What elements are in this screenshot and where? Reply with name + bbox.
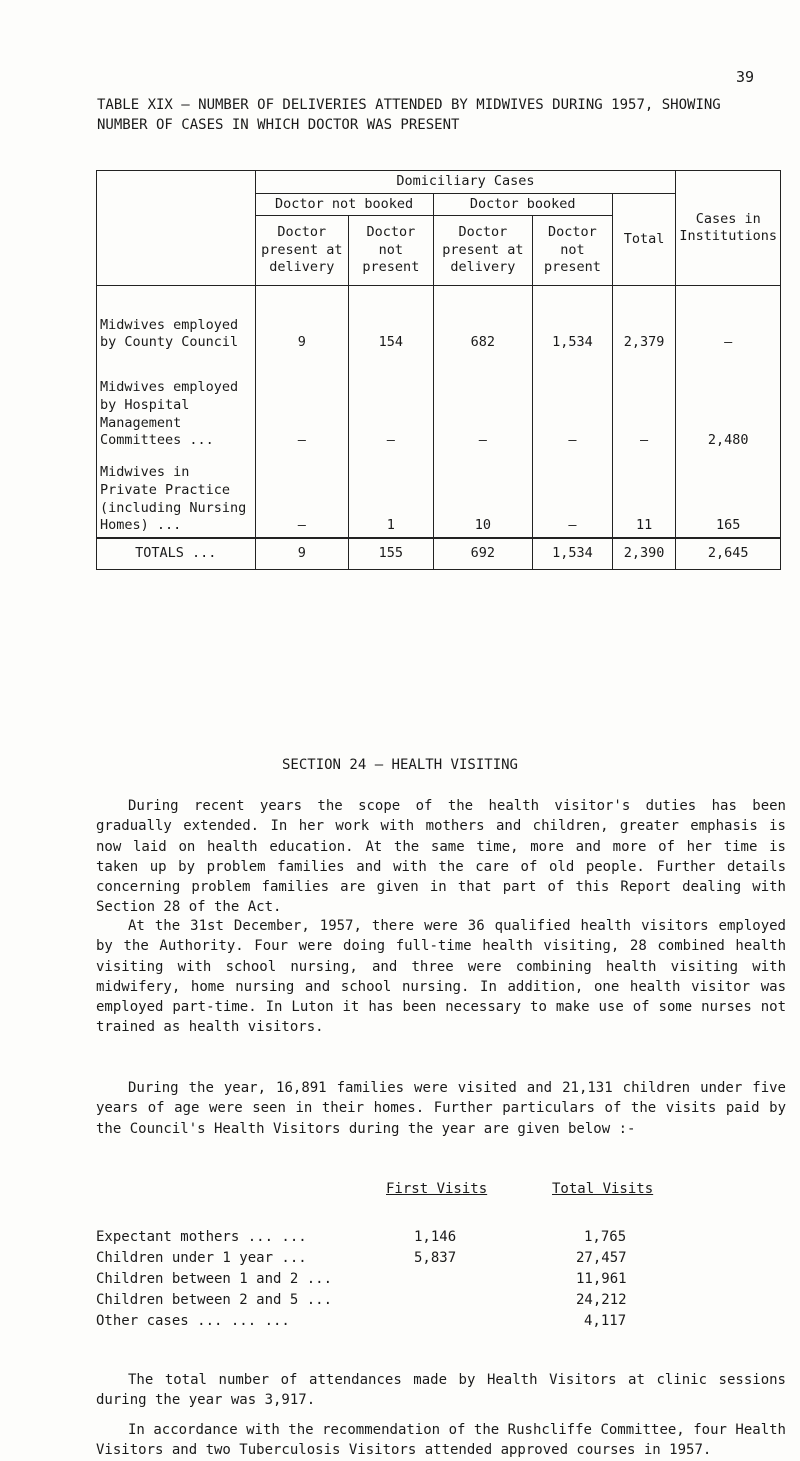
- row-label: Midwives employed by County Council: [97, 286, 256, 354]
- paragraph: At the 31st December, 1957, there were 36 qualified health visitors employed by the Authority. Four were doing full-time health visiting, 28 combined health visiting with school nursing, and three were combining health visiting with midwifery, home nursing and school nursing. In addition, one health visitor was employed part-time. In Luton it has been necessary to make use of some nurses not trained as health visitors.: [96, 918, 786, 1036]
- section-title: SECTION 24 — HEALTH VISITING: [281, 757, 518, 773]
- cell: 155: [349, 538, 434, 570]
- cell: 682: [433, 286, 532, 354]
- cell: —: [612, 354, 676, 452]
- cell: —: [255, 452, 349, 538]
- deliveries-table: [96, 170, 781, 570]
- header-total: Total: [612, 193, 676, 286]
- total-visits-header: Total Visits: [552, 1181, 654, 1197]
- totals-row: [97, 538, 781, 570]
- header-booked: Doctor booked: [433, 193, 612, 216]
- cell: 2,379: [612, 286, 676, 354]
- header-institutions: Cases in Institutions: [676, 171, 781, 286]
- total-visits-value: 11,961: [576, 1271, 627, 1287]
- header-b-not-present: Doctor not present: [533, 216, 613, 286]
- table-row: [97, 354, 781, 452]
- header-nb-not-present: Doctor not present: [349, 216, 434, 286]
- totals-label: TOTALS ...: [97, 538, 256, 570]
- cell: 11: [612, 452, 676, 538]
- paragraph: During recent years the scope of the health visitor's duties has been gradually extended. In her work with mothers and children, greater emphasis is now laid on health education. At the same time, more and more of her time is taken up by problem families and with the care of old people. Further details concerning problem families are given in that part of this Report dealing with Section 28 of the Act.: [96, 798, 786, 916]
- visits-row: [96, 1270, 716, 1291]
- visits-row: [96, 1291, 716, 1312]
- header-not-booked: Doctor not booked: [255, 193, 433, 216]
- row-label: Midwives employed by Hospital Management Committees ...: [97, 354, 256, 452]
- visits-row-label: Children between 2 and 5 ...: [96, 1292, 333, 1308]
- paragraph: During the year, 16,891 families were visited and 21,131 children under five years of age were seen in their homes. Further particulars of the visits paid by the Council's Health Visitors during the year are given below :-: [96, 1080, 786, 1137]
- cell: —: [533, 452, 613, 538]
- paragraph: In accordance with the recommendation of the Rushcliffe Committee, four Health Visitors and two Tuberculosis Visitors attended approved courses in 1957.: [96, 1422, 786, 1459]
- cell: 2,645: [676, 538, 781, 570]
- cell: —: [533, 354, 613, 452]
- cell: 2,480: [676, 354, 781, 452]
- cell: —: [349, 354, 434, 452]
- first-visits-value: 1,146: [414, 1229, 457, 1245]
- visits-row-label: Expectant mothers ... ...: [96, 1229, 307, 1245]
- cell: 165: [676, 452, 781, 538]
- table-row: [97, 452, 781, 538]
- cell: 1,534: [533, 286, 613, 354]
- header-b-present: Doctor present at delivery: [433, 216, 532, 286]
- row-label: Midwives in Private Practice (including Nursing Homes) ...: [97, 452, 256, 538]
- total-visits-value: 4,117: [584, 1313, 627, 1329]
- visits-row-label: Children between 1 and 2 ...: [96, 1271, 333, 1287]
- paragraph: The total number of attendances made by Health Visitors at clinic sessions during the year was 3,917.: [96, 1372, 786, 1409]
- total-visits-value: 1,765: [584, 1229, 627, 1245]
- cell: 692: [433, 538, 532, 570]
- cell: 1: [349, 452, 434, 538]
- first-visits-header: First Visits: [386, 1181, 488, 1197]
- cell: 2,390: [612, 538, 676, 570]
- total-visits-value: 27,457: [576, 1250, 627, 1266]
- corner-cell: [97, 171, 256, 286]
- visits-row: [96, 1249, 716, 1270]
- total-visits-value: 24,212: [576, 1292, 627, 1308]
- visits-row: [96, 1228, 716, 1249]
- visits-row-label: Other cases ... ... ...: [96, 1313, 290, 1329]
- cell: —: [255, 354, 349, 452]
- header-domiciliary: Domiciliary Cases: [255, 171, 676, 194]
- cell: 9: [255, 538, 349, 570]
- header-nb-present: Doctor present at delivery: [255, 216, 349, 286]
- cell: 10: [433, 452, 532, 538]
- page-number: 39: [736, 68, 755, 86]
- cell: 9: [255, 286, 349, 354]
- table-title: TABLE XIX — NUMBER OF DELIVERIES ATTENDED BY MIDWIVES DURING 1957, SHOWING NUMBER OF CASES IN WHICH DOCTOR WAS PRESENT: [97, 97, 721, 133]
- cell: 154: [349, 286, 434, 354]
- visits-table: [96, 1180, 716, 1333]
- first-visits-value: 5,837: [414, 1250, 457, 1266]
- cell: —: [433, 354, 532, 452]
- cell: —: [676, 286, 781, 354]
- visits-row: [96, 1312, 716, 1333]
- table-row: [97, 286, 781, 354]
- cell: 1,534: [533, 538, 613, 570]
- visits-row-label: Children under 1 year ...: [96, 1250, 307, 1266]
